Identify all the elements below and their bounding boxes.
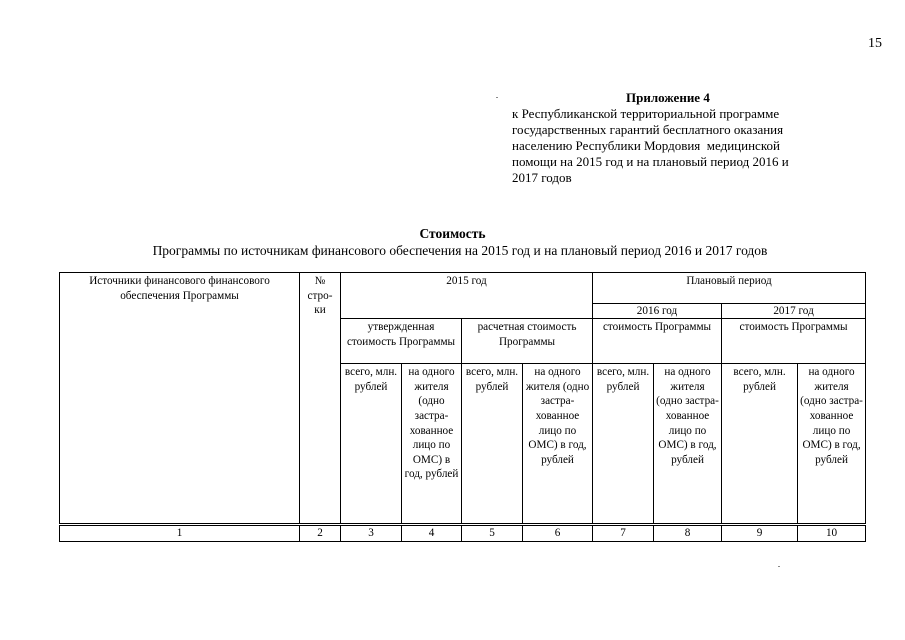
- header-approved-cost: утвержденная стоимость Программы: [341, 319, 462, 364]
- header-cost-2016: стоимость Программы: [593, 319, 722, 364]
- header-line-number: № стро-ки: [300, 273, 341, 319]
- appendix-line: государственных гарантий бесплатного оказания: [512, 122, 784, 137]
- column-number: 8: [654, 525, 722, 542]
- column-number: 7: [593, 525, 654, 542]
- scan-speck: [778, 566, 780, 567]
- scan-speck: [496, 97, 498, 98]
- appendix-title: Приложение 4: [626, 90, 710, 105]
- header-year-2015: 2015 год: [341, 273, 593, 319]
- header-cost-2017: стоимость Программы: [722, 319, 866, 364]
- header-year-2016: 2016 год: [593, 303, 722, 318]
- header-total-mln: всего, млн. рублей: [462, 364, 523, 525]
- appendix-block: [512, 90, 852, 186]
- header-planned-period: Плановый период: [593, 273, 866, 304]
- column-number: 3: [341, 525, 402, 542]
- appendix-line: 2017 годов: [512, 170, 572, 185]
- header-per-resident: на одного жителя (одно застра-хованное лицо по ОМС) в год, рублей: [402, 364, 462, 525]
- header-line-number-cont: [300, 319, 341, 525]
- cost-table: [59, 272, 866, 542]
- header-year-2017: 2017 год: [722, 303, 866, 318]
- title-block: [0, 226, 905, 259]
- appendix-line: к Республиканской территориальной программе: [512, 106, 780, 121]
- header-total-mln-2017: всего, млн. рублей: [722, 364, 798, 525]
- appendix-line: населению Республики Мордовия медицинской: [512, 138, 780, 153]
- header-per-resident: на одного жителя (одно застра-хованное лицо по ОМС) в год, рублей: [523, 364, 593, 525]
- header-source-cont: [60, 319, 300, 525]
- header-total-mln: всего, млн. рублей: [341, 364, 402, 525]
- document-subtitle: Программы по источникам финансового обеспечения на 2015 год и на плановый период 2016 и 2017 годов: [152, 243, 768, 258]
- appendix-line: помощи на 2015 год и на плановый период 2016 и: [512, 154, 789, 169]
- column-number: 1: [60, 525, 300, 542]
- column-number: 6: [523, 525, 593, 542]
- header-estimated-cost: расчетная стоимость Программы: [462, 319, 593, 364]
- header-per-resident: на одного жителя (одно застра-хованное лицо по ОМС) в год, рублей: [798, 364, 866, 525]
- column-number: 5: [462, 525, 523, 542]
- column-number: 2: [300, 525, 341, 542]
- page-number: 15: [868, 36, 882, 51]
- header-total-mln: всего, млн. рублей: [593, 364, 654, 525]
- column-number: 9: [722, 525, 798, 542]
- column-number: 4: [402, 525, 462, 542]
- header-per-resident: на одного жителя (одно застра-хованное лицо по ОМС) в год, рублей: [654, 364, 722, 525]
- document-title: Стоимость: [419, 226, 486, 241]
- header-source: Источники финансового финансового обеспечения Программы: [60, 273, 300, 319]
- column-number: 10: [798, 525, 866, 542]
